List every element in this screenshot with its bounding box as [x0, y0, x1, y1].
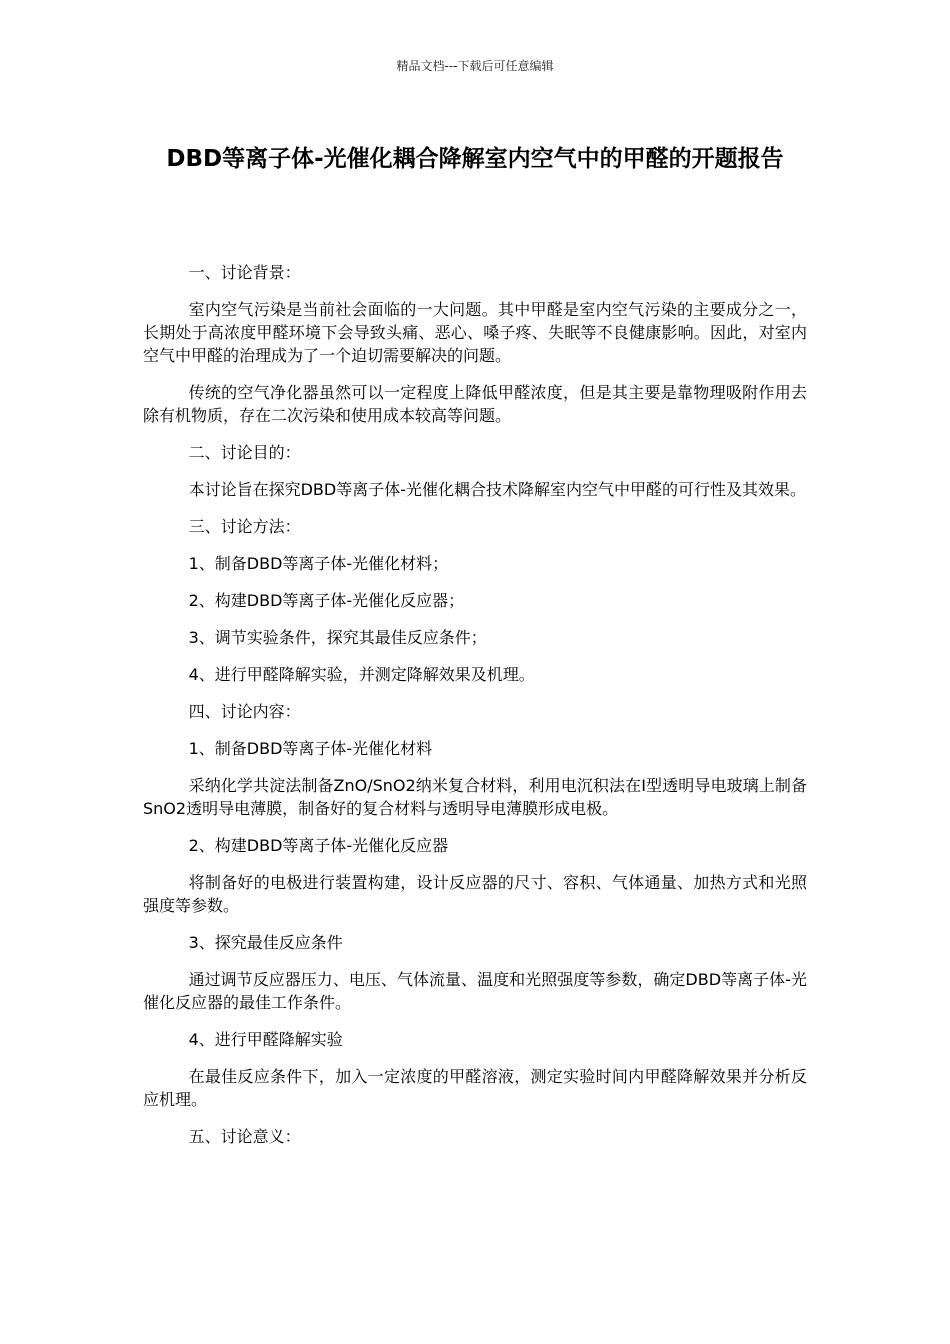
page-header: 精品文档---下载后可任意编辑: [396, 59, 554, 73]
document-body: [143, 261, 807, 1162]
section-heading: 二、讨论目的：: [188, 443, 301, 462]
list-item: 2、构建DBD等离子体-光催化反应器；: [188, 591, 465, 610]
list-item: 3、调节实验条件，探究其最佳反应条件；: [188, 628, 487, 647]
section-heading: 四、讨论内容：: [188, 702, 301, 721]
paragraph: 在最佳反应条件下，加入一定浓度的甲醛溶液，测定实验时间内甲醛降解效果并分析反应机理。: [143, 1067, 807, 1109]
paragraph: 采纳化学共淀法制备ZnO/SnO2纳米复合材料，利用电沉积法在I型透明导电玻璃上制备SnO2透明导电薄膜，制备好的复合材料与透明导电薄膜形成电极。: [143, 776, 807, 818]
subsection-heading: 2、构建DBD等离子体-光催化反应器: [188, 836, 449, 855]
subsection-heading: 4、进行甲醛降解实验: [188, 1030, 343, 1049]
subsection-heading: 1、制备DBD等离子体-光催化材料: [188, 739, 433, 758]
section-heading: 一、讨论背景：: [188, 263, 301, 282]
paragraph: 本讨论旨在探究DBD等离子体-光催化耦合技术降解室内空气中甲醛的可行性及其效果。: [188, 480, 806, 499]
list-item: 4、进行甲醛降解实验，并测定降解效果及机理。: [188, 665, 535, 684]
subsection-heading: 3、探究最佳反应条件: [188, 933, 343, 952]
document-title: DBD等离子体-光催化耦合降解室内空气中的甲醛的开题报告: [166, 146, 784, 172]
paragraph: 将制备好的电极进行装置构建，设计反应器的尺寸、容积、气体通量、加热方式和光照强度等参数。: [143, 873, 807, 915]
section-heading: 三、讨论方法：: [188, 517, 301, 536]
paragraph: 传统的空气净化器虽然可以一定程度上降低甲醛浓度，但是其主要是靠物理吸附作用去除有机物质，存在二次污染和使用成本较高等问题。: [143, 383, 807, 425]
paragraph: 室内空气污染是当前社会面临的一大问题。其中甲醛是室内空气污染的主要成分之一，长期处于高浓度甲醛环境下会导致头痛、恶心、嗓子疼、失眠等不良健康影响。因此，对室内空气中甲醛的治理成为了一个迫切需要解决的问题。: [143, 300, 807, 365]
section-heading: 五、讨论意义：: [188, 1127, 301, 1146]
paragraph: 通过调节反应器压力、电压、气体流量、温度和光照强度等参数，确定DBD等离子体-光催化反应器的最佳工作条件。: [143, 970, 807, 1012]
list-item: 1、制备DBD等离子体-光催化材料；: [188, 554, 449, 573]
